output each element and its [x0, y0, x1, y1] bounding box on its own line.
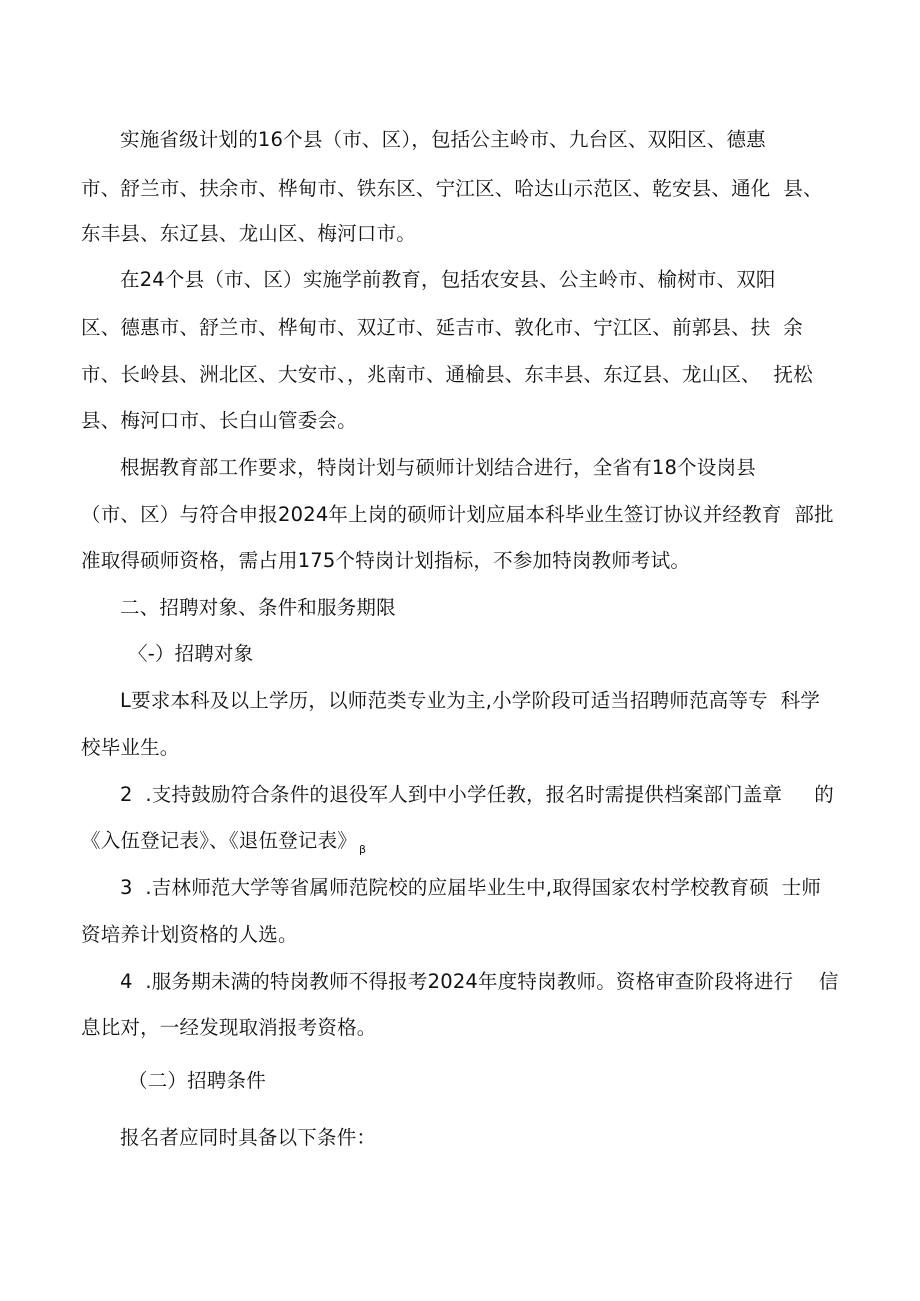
item4-line2: 息比对，一经发现取消报考资格。 [81, 1016, 377, 1039]
item1-line1: L要求本科及以上学历，以师范类专业为主,小学阶段可适当招聘师范高等专 科学 [120, 689, 821, 712]
para2-line2: 区、德惠市、舒兰市、桦甸市、双辽市、延吉市、敦化市、宁江区、前郭县、扶 余 [81, 316, 803, 339]
item4-line1: 4 .服务期未满的特岗教师不得报考2024年度特岗教师。资格审查阶段将进行 信 [120, 970, 839, 993]
section-heading: 二、招聘对象、条件和服务期限 [120, 596, 396, 619]
para3-line1: 根据教育部工作要求，特岗计划与硕师计划结合进行，全省有18个设岗县 [120, 456, 756, 479]
para3-line2: （市、区）与符合申报2024年上岗的硕师计划应届本科毕业生签订协议并经教育 部批 [81, 503, 834, 526]
item3-line1: 3 .吉林师范大学等省属师范院校的应届毕业生中,取得国家农村学校教育硕 士师 [120, 876, 822, 899]
item2-line2 [81, 828, 366, 863]
subheading-recruit-targets: 〈-）招聘对象 [128, 642, 254, 665]
para2-line1: 在24个县（市、区）实施学前教育，包括农安县、公主岭市、榆树市、双阳 [120, 268, 776, 291]
para2-line3: 市、长岭县、洲北区、大安市、，兆南市、通榆县、东丰县、东辽县、龙山区、 抚松 [81, 363, 813, 386]
para1-line3: 东丰县、东辽县、龙山区、梅河口市。 [81, 222, 416, 245]
item2-line2-text: 《入伍登记表》、《退伍登记表》 [81, 829, 358, 852]
item3-line2: 资培养计划资格的人选。 [81, 923, 298, 946]
closing-line: 报名者应同时具备以下条件： [120, 1126, 377, 1149]
para2-line4: 县、梅河口市、长白山管委会。 [81, 409, 357, 432]
para1-line1: 实施省级计划的16个县（市、区），包括公主岭市、九台区、双阳区、德惠 [120, 128, 766, 151]
subheading-recruit-conditions: （二）招聘条件 [128, 1069, 266, 1092]
item1-line2: 校毕业生。 [81, 736, 180, 759]
item2-line2-suffix: β [359, 843, 367, 856]
item2-line1: 2 .支持鼓励符合条件的退役军人到中小学任教，报名时需提供档案部门盖章 的 [120, 783, 834, 806]
para3-line3: 准取得硕师资格，需占用175个特岗计划指标，不参加特岗教师考试。 [81, 549, 691, 572]
para1-line2: 市、舒兰市、扶余市、桦甸市、铁东区、宁江区、哈达山示范区、乾安县、通化 县、 [81, 177, 823, 200]
